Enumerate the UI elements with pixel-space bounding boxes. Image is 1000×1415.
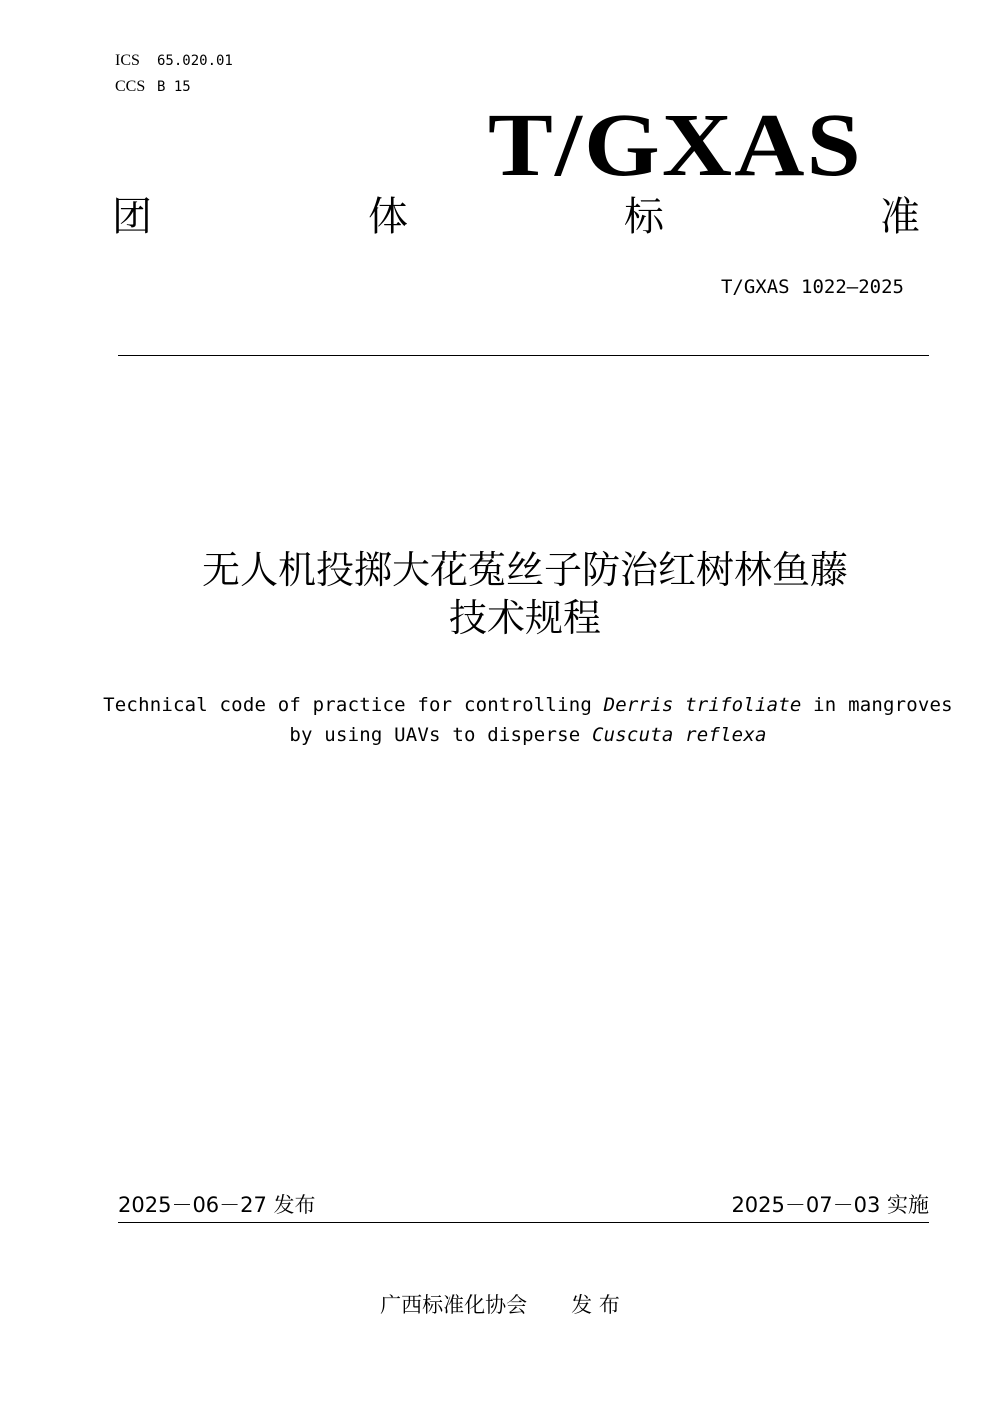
standard-type-char: 团 — [112, 194, 152, 240]
organization-logo: T/GXAS — [488, 96, 863, 195]
species-name: Derris trifoliate — [603, 694, 802, 716]
english-title-line1 — [40, 690, 1000, 720]
ics-row — [115, 48, 233, 74]
standard-number: T/GXAS 1022—2025 — [720, 276, 904, 298]
chinese-title-line2: 技术规程 — [448, 596, 601, 640]
english-title-line2 — [40, 720, 1000, 750]
species-name: Cuscuta reflexa — [592, 724, 767, 746]
bottom-divider — [118, 1222, 929, 1223]
standard-type-char: 准 — [880, 194, 920, 240]
standard-type-char: 标 — [624, 194, 664, 240]
english-title — [40, 690, 1000, 750]
publisher-action: 发 布 — [571, 1293, 620, 1317]
ics-value: 65.020.01 — [157, 53, 233, 69]
english-title-text: Technical code of practice for controlling — [103, 694, 604, 716]
publisher — [0, 1290, 1000, 1320]
ccs-row — [115, 74, 233, 100]
implementation-date: 2025－07－03 实施 — [731, 1193, 929, 1217]
ccs-value: B 15 — [157, 79, 191, 95]
publisher-name: 广西标准化协会 — [380, 1293, 528, 1317]
ics-label: ICS — [115, 52, 140, 69]
top-divider — [118, 355, 929, 356]
issue-date: 2025－06－27 发布 — [118, 1193, 316, 1217]
standard-type — [112, 192, 920, 242]
english-title-text: in mangroves — [801, 694, 953, 716]
standard-type-char: 体 — [368, 194, 408, 240]
english-title-text: by using UAVs to disperse — [289, 724, 593, 746]
dates-row — [118, 1190, 929, 1220]
chinese-title-line1: 无人机投掷大花菟丝子防治红树林鱼藤 — [201, 548, 848, 592]
ccs-label: CCS — [115, 78, 146, 95]
classification-codes — [115, 48, 233, 100]
chinese-title — [60, 546, 990, 642]
